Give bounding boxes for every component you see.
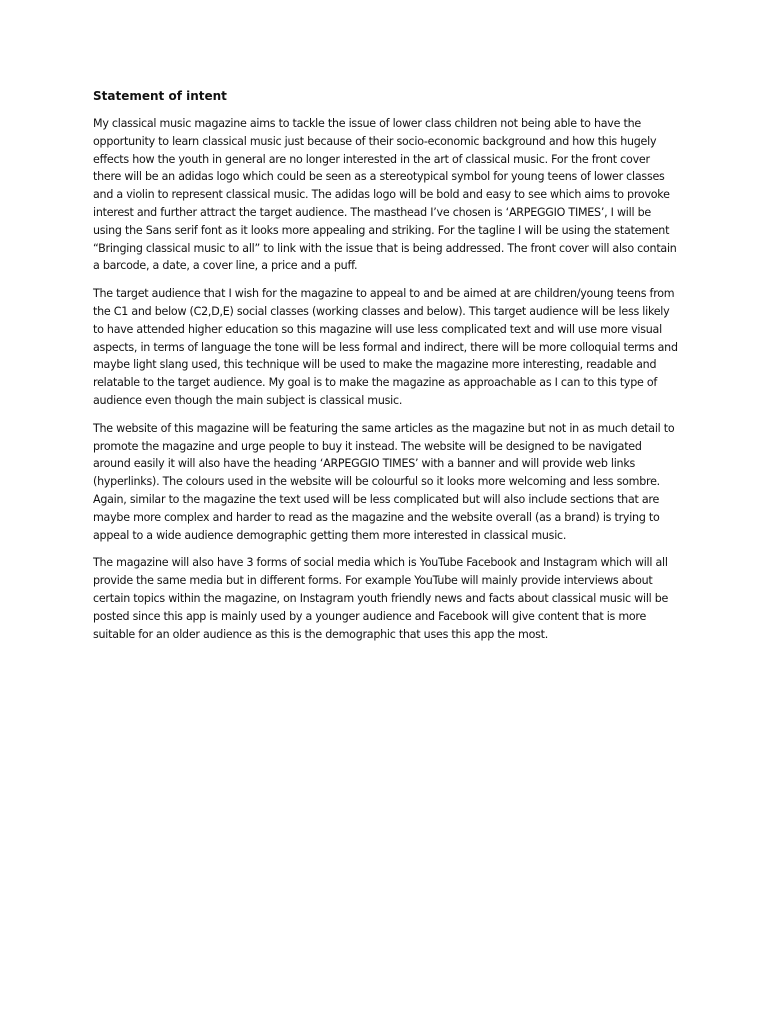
paragraph-intent: My classical music magazine aims to tackle the issue of lower class children not being able to have the opportunity to learn classical music just because of their socio-economic background and how this hugely effects how the youth in general are no longer interested in the art of classical music. For the front cover there will be an adidas logo which could be seen as a stereotypical symbol for young teens of lower classes and a violin to represent classical music. The adidas logo will be bold and easy to see which aims to provoke interest and further attract the target audience. The masthead I’ve chosen is ‘ARPEGGIO TIMES’, I will be using the Sans serif font as it looks more appealing and striking. For the tagline I will be using the statement “Bringing classical music to all” to link with the issue that is being addressed. The front cover will also contain a barcode, a date, a cover line, a price and a puff.: [93, 117, 677, 273]
document-body: [93, 87, 678, 653]
paragraph-social-media: The magazine will also have 3 forms of social media which is YouTube Facebook and Instagram which will all provide the same media but in different forms. For example YouTube will mainly provide interviews about certain topics within the magazine, on Instagram youth friendly news and facts about classical music will be posted since this app is mainly used by a younger audience and Facebook will give content that is more suitable for an older audience as this is the demographic that uses this app the most.: [93, 556, 669, 641]
paragraph-target-audience: The target audience that I wish for the magazine to appeal to and be aimed at are children/young teens from the C1 and below (C2,D,E) social classes (working classes and below). This target audience will be less likely to have attended higher education so this magazine will use less complicated text and will use more visual aspects, in terms of language the tone will be less formal and indirect, there will be more colloquial terms and maybe light slang used, this technique will be used to make the magazine more interesting, readable and relatable to the target audience. My goal is to make the magazine as approachable as I can to this type of audience even though the main subject is classical music.: [93, 287, 678, 407]
document-heading: Statement of intent: [93, 89, 227, 103]
paragraph-website: The website of this magazine will be featuring the same articles as the magazine but not in as much detail to promote the magazine and urge people to buy it instead. The website will be designed to be navigated around easily it will also have the heading ‘ARPEGGIO TIMES’ with a banner and will provide web links (hyperlinks). The colours used in the website will be colourful so it looks more welcoming and less sombre. Again, similar to the magazine the text used will be less complicated but will also include sections that are maybe more complex and harder to read as the magazine and the website overall (as a brand) is trying to appeal to a wide audience demographic getting them more interested in classical music.: [93, 421, 675, 542]
